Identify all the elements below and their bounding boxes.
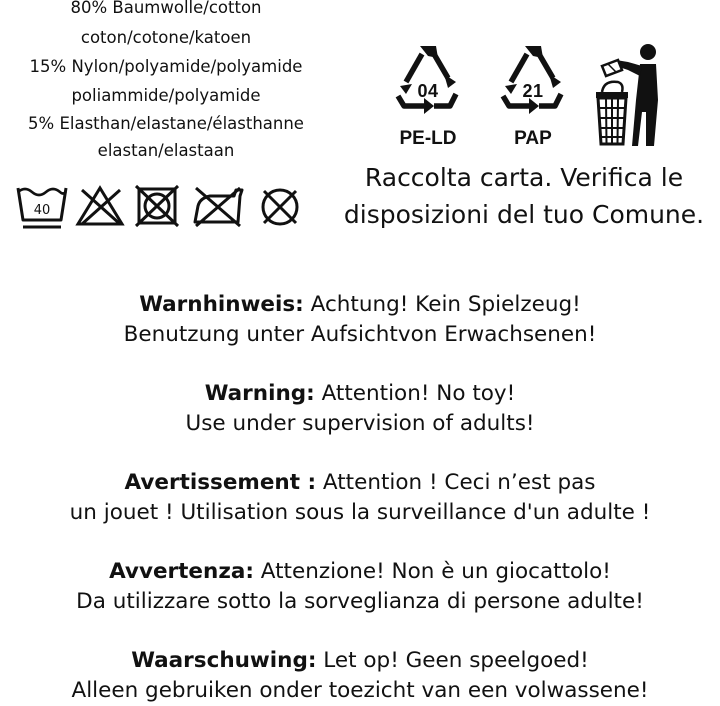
warning-dutch xyxy=(0,646,720,706)
warning-text: Attention! No toy! xyxy=(321,381,516,406)
recycling-note-line: Raccolta carta. Verifica le xyxy=(364,163,684,192)
recycling-note-line: disposizioni del tuo Comune. xyxy=(343,200,705,229)
recycling-code-label: PE-LD xyxy=(399,128,457,149)
warning-text: Attention ! Ceci n’est pas xyxy=(322,470,596,495)
recycling-code-pe-ld xyxy=(390,44,466,156)
composition-line: 15% Nylon/polyamide/polyamide xyxy=(29,57,303,76)
recycling-code-pap xyxy=(495,44,571,156)
warning-text: Alleen gebruiken onder toezicht van een volwassene! xyxy=(71,678,649,703)
recycling-code-number: 04 xyxy=(417,81,439,101)
composition-line: 5% Elasthan/elastane/élasthanne xyxy=(28,114,304,133)
warning-heading: Warnhinweis: xyxy=(139,292,304,317)
warning-text: Da utilizzare sotto la sorveglianza di persone adulte! xyxy=(76,589,644,614)
composition-line: poliammide/polyamide xyxy=(71,86,261,105)
warning-heading: Warning: xyxy=(204,381,315,406)
no-dry-clean-icon xyxy=(254,182,306,230)
wash-40-icon xyxy=(14,182,70,230)
no-bleach-icon xyxy=(74,182,126,230)
warning-text: Benutzung unter Aufsichtvon Erwachsenen! xyxy=(123,322,597,347)
care-symbols xyxy=(14,182,314,230)
warning-text: un jouet ! Utilisation sous la surveillance d'un adulte ! xyxy=(69,500,651,525)
composition-line: elastan/elastaan xyxy=(97,141,235,160)
recycling-code-number: 21 xyxy=(522,81,544,101)
wash-temperature: 40 xyxy=(33,203,51,218)
warning-heading: Avvertenza: xyxy=(109,559,254,584)
warning-italian xyxy=(0,557,720,617)
dispose-in-bin-icon xyxy=(594,42,670,152)
warning-text: Attenzione! Non è un giocattolo! xyxy=(260,559,611,584)
warning-text: Use under supervision of adults! xyxy=(185,411,535,436)
no-tumble-dry-icon xyxy=(132,182,184,230)
warning-text: Let op! Geen speelgoed! xyxy=(323,648,589,673)
composition-line: coton/cotone/katoen xyxy=(80,28,252,47)
recycling-code-label: PAP xyxy=(514,128,552,149)
no-iron-icon xyxy=(190,182,246,230)
warning-english xyxy=(0,379,720,439)
warning-heading: Avertissement : xyxy=(124,470,317,495)
warning-text: Achtung! Kein Spielzeug! xyxy=(310,292,581,317)
warning-french xyxy=(0,468,720,528)
warning-german xyxy=(0,290,720,350)
composition-line: 80% Baumwolle/cotton xyxy=(70,0,262,17)
warning-heading: Waarschuwing: xyxy=(131,648,317,673)
